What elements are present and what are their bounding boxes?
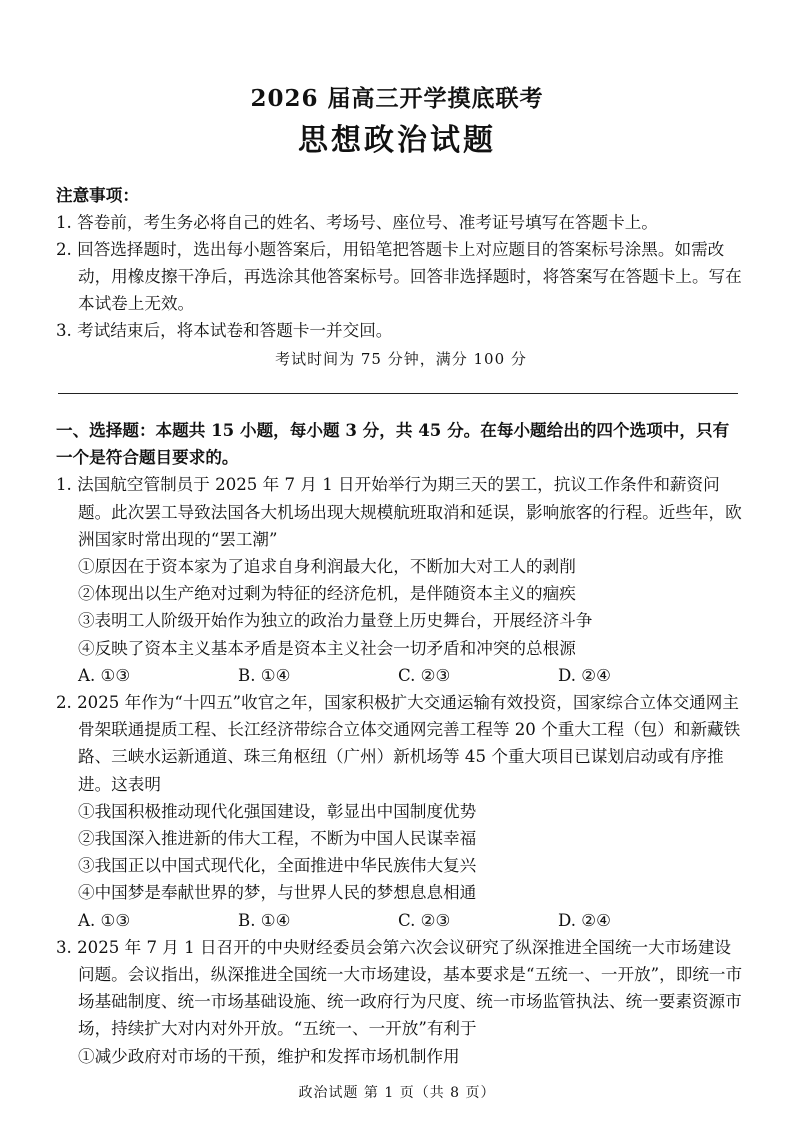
choice-a: A. ①③	[78, 665, 131, 685]
question-option: ①我国积极推动现代化强国建设，彰显出中国制度优势	[78, 801, 477, 821]
question-2	[56, 689, 744, 934]
instruction-item: 1. 答卷前，考生务必将自己的姓名、考场号、座位号、准考证号填写在答题卡上。	[56, 213, 658, 232]
choice-b: B. ①④	[238, 910, 291, 930]
exam-time-info: 考试时间为 75 分钟，满分 100 分	[275, 350, 527, 368]
choice-d: D. ②④	[558, 665, 612, 685]
page-footer: 政治试题 第 1 页（共 8 页）	[298, 1085, 496, 1101]
subject-title: 思想政治试题	[298, 123, 496, 158]
choice-c: C. ②③	[398, 665, 451, 685]
question-stem: 2. 2025 年作为“十四五”收官之年，国家积极扩大交通运输有效投资，国家综合立体交通网主骨架联通提质工程、长江经济带综合立体交通网完善工程等 20 个重大工程（包）和新藏铁路、三峡水运新通道、珠三角枢纽（广州）新机场等 45 个重大项目已谋划启动或有序推进。这表明	[56, 693, 741, 794]
question-option: ④中国梦是奉献世界的梦，与世界人民的梦想息息相通	[78, 883, 477, 903]
question-option: ①减少政府对市场的干预，维护和发挥市场机制作用	[78, 1046, 460, 1066]
choice-b: B. ①④	[238, 665, 291, 685]
question-option: ②我国深入推进新的伟大工程，不断为中国人民谋幸福	[78, 829, 477, 849]
question-stem: 3. 2025 年 7 月 1 日召开的中央财经委员会第六次会议研究了纵深推进全国统一大市场建设问题。会议指出，纵深推进全国统一大市场建设，基本要求是“五统一、一开放”，即统一市场基础制度、统一市场基础设施、统一政府行为尺度、统一市场监管执法、统一要素资源市场，持续扩大对内对外开放。“五统一、一开放”有利于	[56, 937, 743, 1039]
divider-line	[58, 393, 738, 394]
question-option: ①原因在于资本家为了追求自身利润最大化，不断加大对工人的剥削	[78, 557, 576, 577]
question-option: ②体现出以生产绝对过剩为特征的经济危机，是伴随资本主义的痼疾	[78, 584, 576, 604]
question-option: ④反映了资本主义基本矛盾是资本主义社会一切矛盾和冲突的总根源	[78, 638, 576, 658]
choice-d: D. ②④	[558, 910, 612, 930]
question-stem: 1. 法国航空管制员于 2025 年 7 月 1 日开始举行为期三天的罢工，抗议工作条件和薪资问题。此次罢工导致法国各大机场出现大规模航班取消和延误，影响旅客的行程。近些年，欧洲国家时常出现的“罢工潮”	[56, 475, 742, 549]
question-1	[56, 471, 744, 689]
section-heading: 一、选择题：本题共 15 小题，每小题 3 分，共 45 分。在每小题给出的四个选项中，只有一个是符合题目要求的。	[56, 420, 730, 468]
answer-choices	[56, 662, 744, 689]
question-3	[56, 934, 744, 1070]
question-option: ③我国正以中国式现代化，全面推进中华民族伟大复兴	[78, 856, 477, 876]
question-option: ③表明工人阶级开始作为独立的政治力量登上历史舞台，开展经济斗争	[78, 611, 593, 631]
answer-choices	[56, 907, 744, 934]
instructions-heading: 注意事项：	[56, 185, 139, 205]
instruction-item: 3. 考试结束后，将本试卷和答题卡一并交回。	[56, 321, 393, 340]
choice-c: C. ②③	[398, 910, 451, 930]
instruction-item: 2. 回答选择题时，选出每小题答案后，用铅笔把答题卡上对应题目的答案标号涂黑。如需改动，用橡皮擦干净后，再选涂其他答案标号。回答非选择题时，将答案写在答题卡上。写在本试卷上无效。	[56, 240, 742, 313]
instructions	[56, 182, 746, 373]
exam-title: 2026 届高三开学摸底联考	[250, 85, 544, 112]
choice-a: A. ①③	[78, 910, 131, 930]
question-section	[56, 417, 744, 1070]
